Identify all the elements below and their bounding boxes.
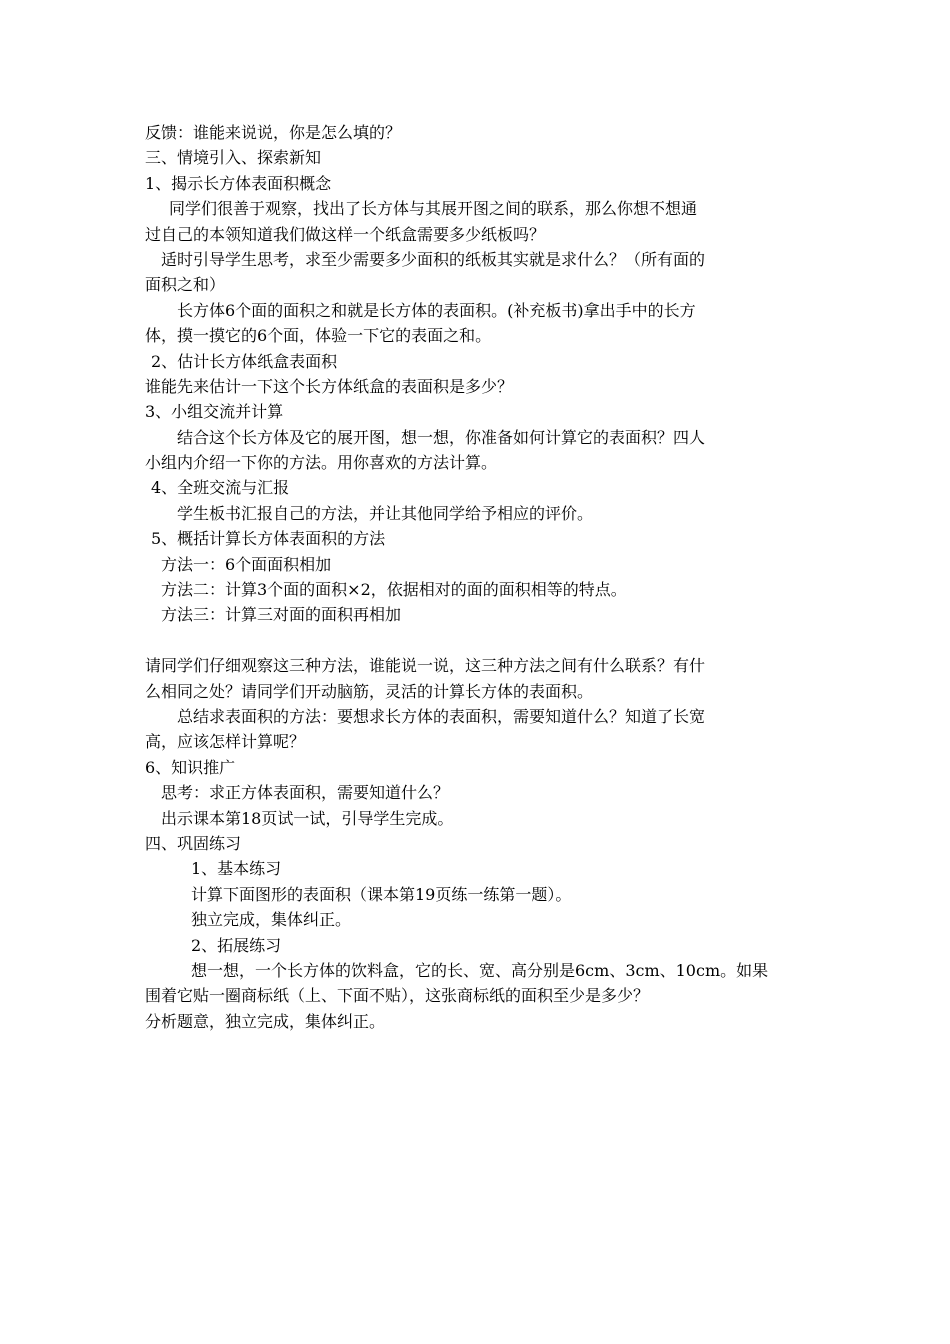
paragraph-line: 请同学们仔细观察这三种方法，谁能说一说，这三种方法之间有什么联系？有什 xyxy=(145,656,706,676)
method-1-line: 方法一：6个面面积相加 xyxy=(161,554,332,574)
paragraph-line: 长方体6个面的面积之和就是长方体的表面积。(补充板书)拿出手中的长方 xyxy=(177,300,696,320)
paragraph-line: 谁能先来估计一下这个长方体纸盒的表面积是多少？ xyxy=(145,376,514,396)
blank-line xyxy=(145,628,810,653)
exercise-1-heading: 1、基本练习 xyxy=(191,859,282,879)
step-6-heading: 6、知识推广 xyxy=(145,757,236,777)
paragraph-line: 结合这个长方体及它的展开图，想一想，你准备如何计算它的表面积？四人 xyxy=(177,427,706,447)
paragraph-line: 分析题意，独立完成，集体纠正。 xyxy=(145,1011,386,1031)
document-body xyxy=(145,120,810,1034)
paragraph-line: 出示课本第18页试一试，引导学生完成。 xyxy=(161,808,454,828)
section-4-heading: 四、巩固练习 xyxy=(145,833,242,853)
exercise-2-heading: 2、拓展练习 xyxy=(191,935,282,955)
step-5-heading: 5、概括计算长方体表面积的方法 xyxy=(151,529,386,549)
paragraph-line: 总结求表面积的方法：要想求长方体的表面积，需要知道什么？知道了长宽 xyxy=(177,706,706,726)
paragraph-line: 面积之和） xyxy=(145,275,226,295)
paragraph-line: 计算下面图形的表面积（课本第19页练一练第一题）。 xyxy=(191,884,572,904)
paragraph-line: 学生板书汇报自己的方法，并让其他同学给予相应的评价。 xyxy=(177,503,594,523)
step-3-heading: 3、小组交流并计算 xyxy=(145,402,284,422)
paragraph-line: 小组内介绍一下你的方法。用你喜欢的方法计算。 xyxy=(145,453,498,473)
section-3-heading: 三、情境引入、探索新知 xyxy=(145,148,322,168)
method-2-line: 方法二：计算3个面的面积×2，依据相对的面的面积相等的特点。 xyxy=(161,580,627,600)
step-4-heading: 4、全班交流与汇报 xyxy=(151,478,290,498)
paragraph-line: 适时引导学生思考，求至少需要多少面积的纸板其实就是求什么？（所有面的 xyxy=(161,249,706,269)
step-2-heading: 2、估计长方体纸盒表面积 xyxy=(151,351,338,371)
step-1-heading: 1、揭示长方体表面积概念 xyxy=(145,173,332,193)
paragraph-line: 想一想，一个长方体的饮料盒，它的长、宽、高分别是6cm、3cm、10cm。如果 xyxy=(191,960,769,980)
paragraph-line: 同学们很善于观察，找出了长方体与其展开图之间的联系，那么你想不想通 xyxy=(169,199,698,219)
paragraph-line: 体，摸一摸它的6个面，体验一下它的表面之和。 xyxy=(145,326,492,346)
paragraph-line: 独立完成，集体纠正。 xyxy=(191,910,352,930)
paragraph-line: 过自己的本领知道我们做这样一个纸盒需要多少纸板吗？ xyxy=(145,224,546,244)
paragraph-line: 思考：求正方体表面积，需要知道什么？ xyxy=(161,783,450,803)
feedback-line: 反馈：谁能来说说，你是怎么填的？ xyxy=(145,123,402,142)
method-3-line: 方法三：计算三对面的面积再相加 xyxy=(161,605,402,625)
paragraph-line: 围着它贴一圈商标纸（上、下面不贴），这张商标纸的面积至少是多少？ xyxy=(145,986,650,1006)
paragraph-line: 么相同之处？请同学们开动脑筋，灵活的计算长方体的表面积。 xyxy=(145,681,594,701)
paragraph-line: 高，应该怎样计算呢？ xyxy=(145,732,306,752)
